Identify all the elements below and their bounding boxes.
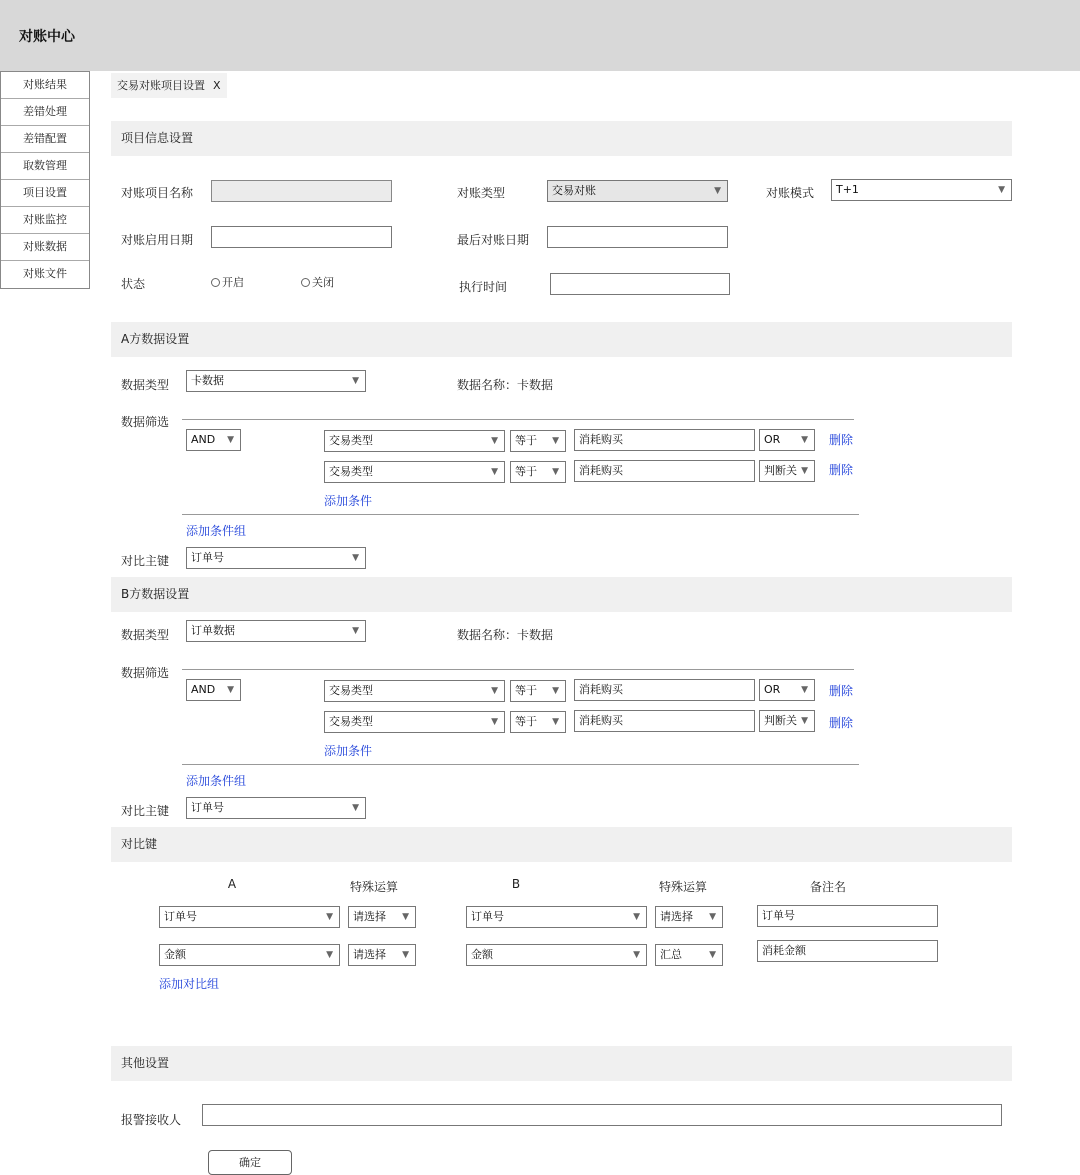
b-key-value: 订单号 xyxy=(191,801,224,814)
a-cond2-op-value: 等于 xyxy=(515,465,537,478)
compare-header-special-a: 特殊运算 xyxy=(349,880,398,894)
compare2-a-value: 金额 xyxy=(164,948,186,961)
start-date-label: 对账启用日期 xyxy=(121,233,194,247)
a-key-label: 对比主键 xyxy=(121,554,170,568)
status-off-radio[interactable] xyxy=(301,274,334,290)
chevron-down-icon: ▼ xyxy=(552,467,559,477)
a-cond2-logic-select[interactable] xyxy=(759,460,815,482)
sidebar-item-reconcile-monitor[interactable]: 对账监控 xyxy=(1,207,89,234)
b-cond1-value-input[interactable]: 消耗购买 xyxy=(574,679,755,701)
chevron-down-icon: ▼ xyxy=(633,912,640,922)
compare-header-alias: 备注名 xyxy=(809,880,846,894)
radio-circle-icon xyxy=(301,278,310,287)
divider xyxy=(182,669,854,670)
status-off-label: 关闭 xyxy=(312,276,334,289)
b-add-condition-link[interactable]: 添加条件 xyxy=(324,744,373,758)
compare-header-a: A xyxy=(227,877,237,891)
sidebar xyxy=(0,71,90,289)
divider xyxy=(182,514,859,515)
compare1-a-value: 订单号 xyxy=(164,910,197,923)
chevron-down-icon: ▼ xyxy=(633,950,640,960)
b-cond2-field-value: 交易类型 xyxy=(329,715,373,728)
b-cond2-logic-select[interactable] xyxy=(759,710,815,732)
a-cond1-op-value: 等于 xyxy=(515,434,537,447)
compare1-special-b-select[interactable] xyxy=(655,906,723,928)
chevron-down-icon: ▼ xyxy=(491,717,498,727)
chevron-down-icon: ▼ xyxy=(227,685,234,695)
chevron-down-icon: ▼ xyxy=(352,553,359,563)
start-date-input[interactable] xyxy=(211,226,392,248)
chevron-down-icon: ▼ xyxy=(352,626,359,636)
sidebar-item-error-handling[interactable]: 差错处理 xyxy=(1,99,89,126)
compare2-special-b-value: 汇总 xyxy=(660,948,682,961)
compare1-alias-input[interactable]: 订单号 xyxy=(757,905,938,927)
compare1-special-b-value: 请选择 xyxy=(660,910,693,923)
compare2-b-value: 金额 xyxy=(471,948,493,961)
chevron-down-icon: ▼ xyxy=(801,685,808,695)
alarm-receiver-input[interactable] xyxy=(202,1104,1002,1126)
compare-header-b: B xyxy=(511,877,521,891)
a-key-select[interactable] xyxy=(186,547,366,569)
reconcile-mode-label: 对账模式 xyxy=(766,186,815,200)
a-group-logic-value: AND xyxy=(191,433,216,446)
chevron-down-icon: ▼ xyxy=(491,467,498,477)
b-cond1-op-select[interactable] xyxy=(510,680,566,702)
a-cond1-field-value: 交易类型 xyxy=(329,434,373,447)
reconcile-mode-value: T+1 xyxy=(836,183,859,196)
b-add-group-link[interactable]: 添加条件组 xyxy=(186,774,247,788)
a-data-name-text: 数据名称：卡数据 xyxy=(457,378,554,392)
compare1-special-a-select[interactable] xyxy=(348,906,416,928)
b-cond2-op-value: 等于 xyxy=(515,715,537,728)
a-cond2-op-select[interactable] xyxy=(510,461,566,483)
chevron-down-icon: ▼ xyxy=(491,686,498,696)
section-party-b: B方数据设置 xyxy=(111,577,1012,612)
chevron-down-icon: ▼ xyxy=(402,950,409,960)
chevron-down-icon: ▼ xyxy=(326,912,333,922)
chevron-down-icon: ▼ xyxy=(714,186,721,196)
confirm-button[interactable]: 确定 xyxy=(208,1150,292,1175)
b-data-name-text: 数据名称：卡数据 xyxy=(457,628,554,642)
chevron-down-icon: ▼ xyxy=(227,435,234,445)
b-cond1-delete-link[interactable]: 删除 xyxy=(829,684,854,698)
a-cond1-value-input[interactable]: 消耗购买 xyxy=(574,429,755,451)
chevron-down-icon: ▼ xyxy=(552,686,559,696)
chevron-down-icon: ▼ xyxy=(491,436,498,446)
section-other-settings: 其他设置 xyxy=(111,1046,1012,1081)
a-cond1-logic-select[interactable] xyxy=(759,429,815,451)
compare2-special-a-value: 请选择 xyxy=(353,948,386,961)
a-cond1-logic-value: OR xyxy=(764,433,781,446)
b-cond1-logic-select[interactable] xyxy=(759,679,815,701)
chevron-down-icon: ▼ xyxy=(552,436,559,446)
b-key-label: 对比主键 xyxy=(121,804,170,818)
section-compare-keys: 对比键 xyxy=(111,827,1012,862)
a-cond2-field-value: 交易类型 xyxy=(329,465,373,478)
project-name-input[interactable] xyxy=(211,180,392,202)
b-cond2-op-select[interactable] xyxy=(510,711,566,733)
section-project-info: 项目信息设置 xyxy=(111,121,1012,156)
compare1-a-select[interactable] xyxy=(159,906,340,928)
a-cond1-delete-link[interactable]: 删除 xyxy=(829,433,854,447)
chevron-down-icon: ▼ xyxy=(801,716,808,726)
chevron-down-icon: ▼ xyxy=(352,376,359,386)
chevron-down-icon: ▼ xyxy=(326,950,333,960)
exec-time-input[interactable] xyxy=(550,273,730,295)
b-key-select[interactable] xyxy=(186,797,366,819)
b-data-type-value: 订单数据 xyxy=(191,624,235,637)
b-group-logic-value: AND xyxy=(191,683,216,696)
chevron-down-icon: ▼ xyxy=(709,950,716,960)
b-cond2-value-input[interactable]: 消耗购买 xyxy=(574,710,755,732)
add-compare-group-link[interactable]: 添加对比组 xyxy=(159,977,220,991)
a-cond1-field-select[interactable] xyxy=(324,430,505,452)
tab-close-icon[interactable]: X xyxy=(213,79,221,92)
sidebar-item-fetch-management[interactable]: 取数管理 xyxy=(1,153,89,180)
a-cond2-field-select[interactable] xyxy=(324,461,505,483)
compare2-special-b-select[interactable] xyxy=(655,944,723,966)
divider xyxy=(182,764,859,765)
chevron-down-icon: ▼ xyxy=(801,435,808,445)
a-add-condition-link[interactable]: 添加条件 xyxy=(324,494,373,508)
b-group-logic-select[interactable] xyxy=(186,679,241,701)
sidebar-item-project-settings[interactable]: 项目设置 xyxy=(1,180,89,207)
b-cond1-logic-value: OR xyxy=(764,683,781,696)
sidebar-item-error-config[interactable]: 差错配置 xyxy=(1,126,89,153)
chevron-down-icon: ▼ xyxy=(352,803,359,813)
b-cond1-field-select[interactable] xyxy=(324,680,505,702)
last-date-input[interactable] xyxy=(547,226,728,248)
b-cond1-field-value: 交易类型 xyxy=(329,684,373,697)
divider xyxy=(182,419,854,420)
last-date-label: 最后对账日期 xyxy=(457,233,530,247)
chevron-down-icon: ▼ xyxy=(801,466,808,476)
tab-transaction-project-settings[interactable] xyxy=(111,73,227,98)
reconcile-type-label: 对账类型 xyxy=(457,186,506,200)
a-cond2-delete-link[interactable]: 删除 xyxy=(829,463,854,477)
chevron-down-icon: ▼ xyxy=(552,717,559,727)
b-cond2-delete-link[interactable]: 删除 xyxy=(829,716,854,730)
status-label: 状态 xyxy=(121,277,146,291)
compare1-b-value: 订单号 xyxy=(471,910,504,923)
a-filter-label: 数据筛选 xyxy=(121,415,170,429)
status-on-label: 开启 xyxy=(222,276,244,289)
compare2-alias-input[interactable]: 消耗金额 xyxy=(757,940,938,962)
compare2-b-select[interactable] xyxy=(466,944,647,966)
chevron-down-icon: ▼ xyxy=(402,912,409,922)
a-key-value: 订单号 xyxy=(191,551,224,564)
b-data-type-label: 数据类型 xyxy=(121,628,170,642)
compare1-b-select[interactable] xyxy=(466,906,647,928)
compare2-special-a-select[interactable] xyxy=(348,944,416,966)
alarm-receiver-label: 报警接收人 xyxy=(121,1113,182,1127)
b-filter-label: 数据筛选 xyxy=(121,666,170,680)
compare-header-special-b: 特殊运算 xyxy=(658,880,707,894)
b-cond1-op-value: 等于 xyxy=(515,684,537,697)
tab-label: 交易对账项目设置 xyxy=(117,79,205,92)
project-name-label: 对账项目名称 xyxy=(121,186,194,200)
sidebar-item-reconcile-result[interactable]: 对账结果 xyxy=(1,72,89,99)
a-cond2-value-input[interactable]: 消耗购买 xyxy=(574,460,755,482)
b-cond2-field-select[interactable] xyxy=(324,711,505,733)
a-group-logic-select[interactable] xyxy=(186,429,241,451)
chevron-down-icon: ▼ xyxy=(998,185,1005,195)
a-data-type-select[interactable] xyxy=(186,370,366,392)
compare2-a-select[interactable] xyxy=(159,944,340,966)
chevron-down-icon: ▼ xyxy=(709,912,716,922)
a-data-type-value: 卡数据 xyxy=(191,374,224,387)
a-cond2-logic-value: 判断关 xyxy=(764,464,797,477)
reconcile-mode-select[interactable] xyxy=(831,179,1012,201)
radio-circle-icon xyxy=(211,278,220,287)
a-data-type-label: 数据类型 xyxy=(121,378,170,392)
status-on-radio[interactable] xyxy=(211,274,244,290)
b-data-type-select[interactable] xyxy=(186,620,366,642)
compare1-special-a-value: 请选择 xyxy=(353,910,386,923)
sidebar-item-reconcile-data[interactable]: 对账数据 xyxy=(1,234,89,261)
b-cond2-logic-value: 判断关 xyxy=(764,714,797,727)
header-bar xyxy=(0,0,1080,71)
a-add-group-link[interactable]: 添加条件组 xyxy=(186,524,247,538)
app-title: 对账中心 xyxy=(19,29,75,45)
sidebar-item-reconcile-files[interactable]: 对账文件 xyxy=(23,267,67,280)
reconcile-type-value: 交易对账 xyxy=(552,184,596,197)
exec-time-label: 执行时间 xyxy=(459,280,508,294)
section-party-a: A方数据设置 xyxy=(111,322,1012,357)
reconcile-type-select[interactable] xyxy=(547,180,728,202)
a-cond1-op-select[interactable] xyxy=(510,430,566,452)
